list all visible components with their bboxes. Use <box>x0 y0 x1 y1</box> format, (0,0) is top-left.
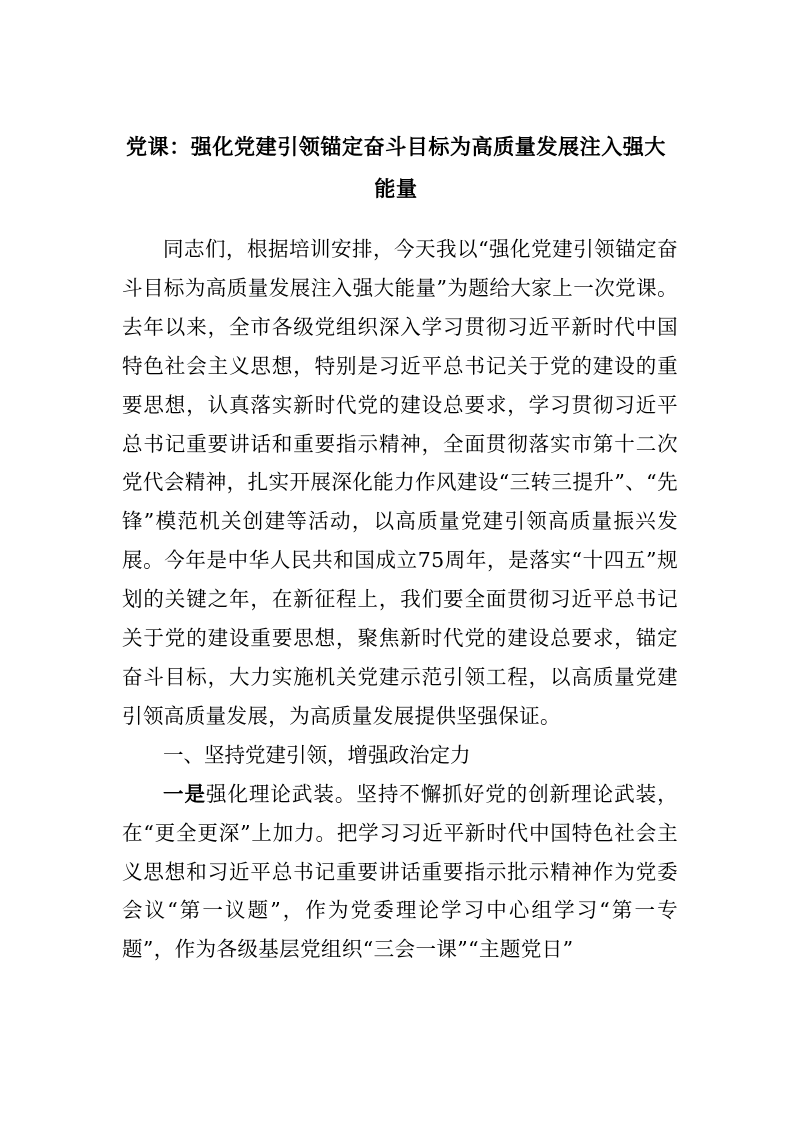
point-one-text: 强化理论武装。坚持不懈抓好党的创新理论武装，在“更全更深”上加力。把学习习近平新时代中国特色社会主义思想和习近平总书记重要讲话重要指示批示精神作为党委会议“第一议题”，作为党委理论学习中心组学习“第一专题”，作为各级基层党组织“三会一课”“主题党日” <box>122 781 678 962</box>
point-one-paragraph <box>122 775 678 970</box>
document-title: 党课：强化党建引领锚定奋斗目标为高质量发展注入强大能量 <box>126 134 666 201</box>
intro-paragraph: 同志们，根据培训安排，今天我以“强化党建引领锚定奋斗目标为高质量发展注入强大能量”为题给大家上一次党课。去年以来，全市各级党组织深入学习贯彻习近平新时代中国特色社会主义思想，特别是习近平总书记关于党的建设的重要思想，认真落实新时代党的建设总要求，学习贯彻习近平总书记重要讲话和重要指示精神，全面贯彻落实市第十二次党代会精神，扎实开展深化能力作风建设“三转三提升”、“先锋”模范机关创建等活动，以高质量党建引领高质量振兴发展。今年是中华人民共和国成立75周年，是落实“十四五”规划的关键之年，在新征程上，我们要全面贯彻习近平总书记关于党的建设重要思想，聚焦新时代党的建设总要求，锚定奋斗目标，大力实施机关党建示范引领工程，以高质量党建引领高质量发展，为高质量发展提供坚强保证。 <box>122 237 678 728</box>
point-one-lead: 一是 <box>163 781 206 806</box>
document-body <box>122 230 678 969</box>
section-heading: 一、坚持党建引领，增强政治定力 <box>163 742 471 767</box>
